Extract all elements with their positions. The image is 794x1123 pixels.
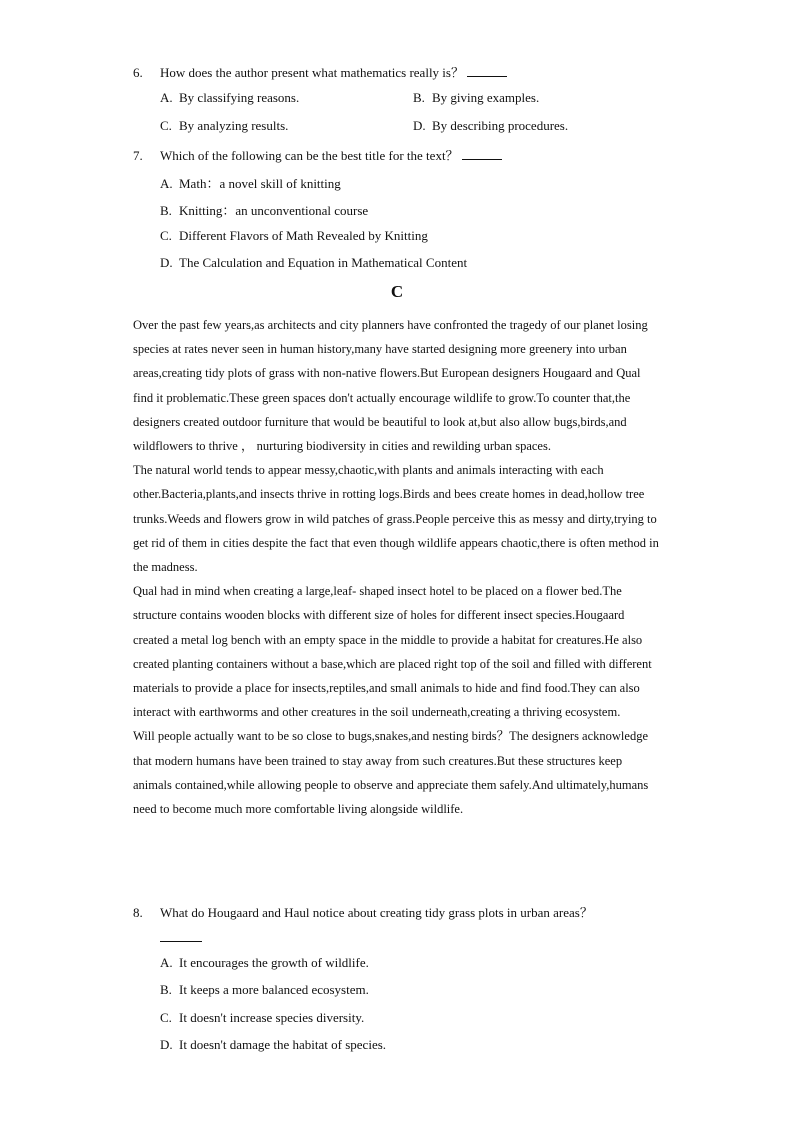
option-d[interactable] — [160, 255, 467, 271]
section-title: C — [390, 282, 404, 301]
option-text: By analyzing results. — [179, 118, 289, 133]
option-label: A. — [160, 176, 173, 191]
answer-blank[interactable] — [160, 940, 202, 942]
option-text: By describing procedures. — [432, 118, 569, 133]
option-text: It doesn't increase species diversity. — [179, 1010, 365, 1025]
option-text: It encourages the growth of wildlife. — [179, 955, 369, 970]
option-label: B. — [413, 90, 425, 105]
passage-paragraph: Over the past few years,as architects and city planners have confronted the tragedy of our planet losing species at rates never seen in human history,many have started designing more greenery into urban areas,creating tidy plots of grass with non-native flowers.But European designers Hougaard and Qual find it problematic.These green spaces don't actually encourage wildlife to grow.To counter that,the designers created outdoor furniture that would be beautiful to look at,but also allow bugs,birds,and wildflowers to thrive ， nurturing biodiversity in cities and rewilding urban spaces. — [133, 318, 648, 454]
option-a[interactable] — [160, 90, 299, 106]
passage-paragraph: Qual had in mind when creating a large,leaf- shaped insect hotel to be placed on a flower bed.The structure contains wooden blocks with different size of holes for different insect species.Hougaard created a metal log bench with an empty space in the middle to provide a habitat for creatures.He also created planting containers without a base,which are placed right top of the soil and filled with different materials to provide a place for insects,reptiles,and small animals to hide and find food.They can also interact with earthworms and other creatures in the soil underneath,creating a thriving ecosystem. — [133, 584, 652, 720]
option-text: It doesn't damage the habitat of species. — [179, 1037, 387, 1052]
option-label: D. — [160, 255, 173, 270]
option-text: Knitting：an unconventional course — [179, 203, 369, 218]
option-b[interactable] — [160, 982, 369, 998]
question-text: What do Hougaard and Haul notice about creating tidy grass plots in urban areas？ — [160, 905, 593, 920]
question-text: Which of the following can be the best title for the text？ — [160, 148, 459, 163]
passage-paragraph: The natural world tends to appear messy,chaotic,with plants and animals interacting with each other.Bacteria,plants,and insects thrive in rotting logs.Birds and bees create homes in dead,hollow tree trunks.Weeds and flowers grow in wild patches of grass.People perceive this as messy and dirty,trying to get rid of them in cities despite the fact that even though wildlife appears chaotic,there is often method in the madness. — [133, 463, 659, 575]
question-number: 8. — [133, 905, 143, 920]
question-number: 6. — [133, 65, 143, 80]
option-c[interactable] — [160, 1010, 364, 1026]
option-label: C. — [160, 118, 172, 133]
answer-blank[interactable] — [467, 75, 507, 77]
option-text: By classifying reasons. — [179, 90, 300, 105]
reading-passage — [133, 313, 663, 821]
option-label: D. — [160, 1037, 173, 1052]
option-b[interactable] — [160, 200, 368, 219]
option-label: A. — [160, 955, 173, 970]
option-d[interactable] — [413, 118, 568, 134]
answer-blank[interactable] — [462, 158, 502, 160]
question-7 — [133, 145, 502, 164]
option-label: D. — [413, 118, 426, 133]
option-label: A. — [160, 90, 173, 105]
passage-paragraph: Will people actually want to be so close to bugs,snakes,and nesting birds？The designers acknowledge that modern humans have been trained to stay away from such creatures.But these structures keep animals contained,while allowing people to observe and appreciate them safely.And ultimately,humans need to become much more comfortable living alongside wildlife. — [133, 729, 649, 817]
option-d[interactable] — [160, 1037, 386, 1053]
option-label: C. — [160, 228, 172, 243]
option-c[interactable] — [160, 228, 428, 244]
option-text: Math：a novel skill of knitting — [179, 176, 341, 191]
question-text: How does the author present what mathematics really is？ — [160, 65, 464, 80]
question-6 — [133, 62, 507, 81]
option-b[interactable] — [413, 90, 539, 106]
question-8 — [133, 902, 593, 921]
question-number: 7. — [133, 148, 143, 163]
option-label: B. — [160, 982, 172, 997]
option-text: The Calculation and Equation in Mathematical Content — [179, 255, 468, 270]
option-text: Different Flavors of Math Revealed by Knitting — [179, 228, 428, 243]
option-label: C. — [160, 1010, 172, 1025]
option-label: B. — [160, 203, 172, 218]
answer-blank-row — [160, 929, 202, 947]
option-a[interactable] — [160, 955, 369, 971]
option-text: It keeps a more balanced ecosystem. — [179, 982, 369, 997]
option-c[interactable] — [160, 118, 288, 134]
option-a[interactable] — [160, 173, 341, 192]
option-text: By giving examples. — [432, 90, 540, 105]
